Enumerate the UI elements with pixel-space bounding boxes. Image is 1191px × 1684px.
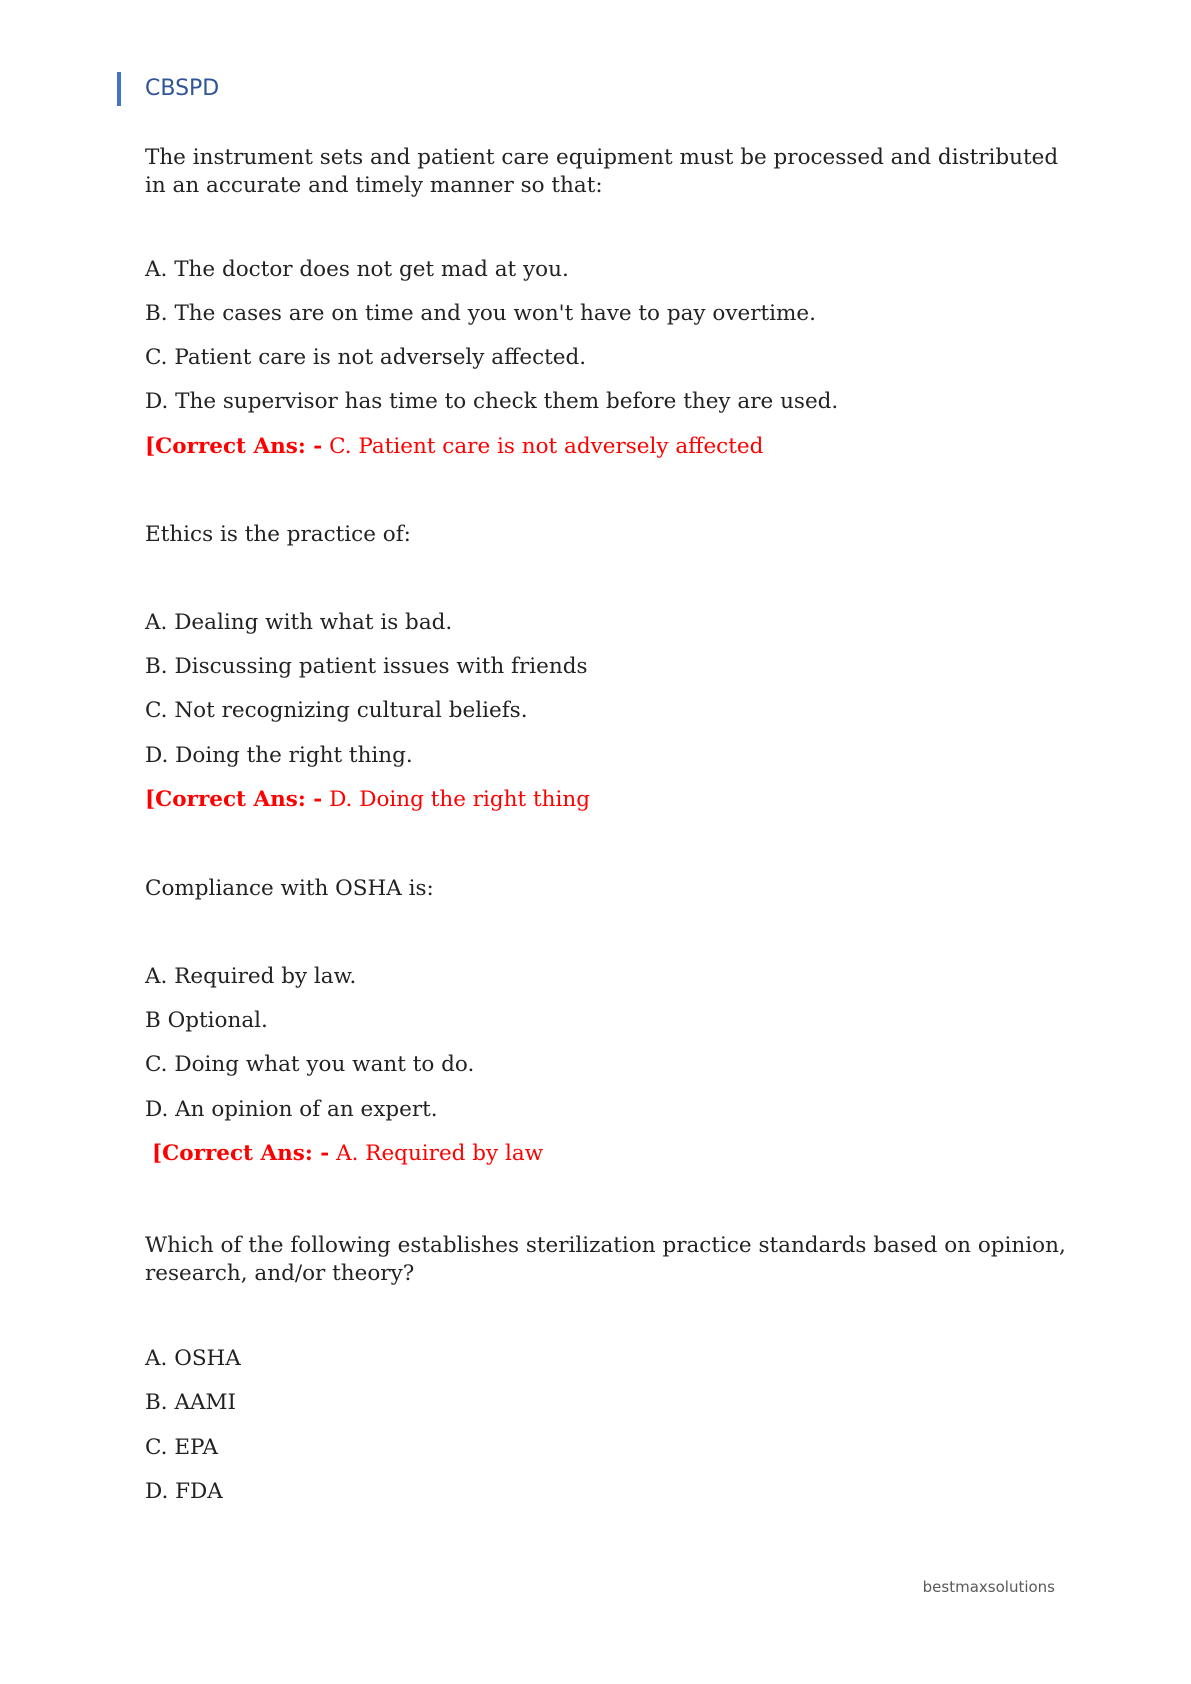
header-accent-bar <box>117 72 121 106</box>
question-2-option-b: B. Discussing patient issues with friends <box>145 654 588 679</box>
question-2-text: Ethics is the practice of: <box>145 522 411 547</box>
question-3-option-a: A. Required by law. <box>145 964 357 989</box>
answer-prefix: [Correct Ans: - <box>152 1141 330 1166</box>
answer-prefix: [Correct Ans: - <box>145 434 323 459</box>
question-1-option-c: C. Patient care is not adversely affected. <box>145 345 587 370</box>
question-2-option-a: A. Dealing with what is bad. <box>145 610 453 635</box>
question-3-text: Compliance with OSHA is: <box>145 876 434 901</box>
question-3-option-c: C. Doing what you want to do. <box>145 1052 475 1077</box>
question-1-option-b: B. The cases are on time and you won't have to pay overtime. <box>145 301 816 326</box>
question-4-option-c: C. EPA <box>145 1435 219 1460</box>
question-2-option-d: D. Doing the right thing. <box>145 743 413 768</box>
footer-brand: bestmaxsolutions <box>922 1578 1055 1596</box>
answer-text: A. Required by law <box>329 1141 544 1166</box>
question-3-option-b: B Optional. <box>145 1008 268 1033</box>
answer-prefix: [Correct Ans: - <box>145 787 323 812</box>
question-2-option-c: C. Not recognizing cultural beliefs. <box>145 698 528 723</box>
question-2-correct-answer <box>145 786 1075 814</box>
question-1-correct-answer <box>145 433 1075 461</box>
question-4-option-d: D. FDA <box>145 1479 223 1504</box>
question-4-option-b: B. AAMI <box>145 1390 237 1415</box>
answer-text: D. Doing the right thing <box>322 787 590 812</box>
question-1-option-d: D. The supervisor has time to check them before they are used. <box>145 389 839 414</box>
answer-text: C. Patient care is not adversely affected <box>322 434 764 459</box>
question-4-text: Which of the following establishes sterilization practice standards based on opinion, research, and/or theory? <box>145 1233 1066 1286</box>
question-3-option-d: D. An opinion of an expert. <box>145 1097 438 1122</box>
question-1-text: The instrument sets and patient care equipment must be processed and distributed in an accurate and timely manner so that: <box>145 145 1059 198</box>
question-3-correct-answer <box>152 1140 1082 1168</box>
question-1-option-a: A. The doctor does not get mad at you. <box>145 257 569 282</box>
header-title: CBSPD <box>145 76 220 101</box>
question-4-option-a: A. OSHA <box>145 1346 241 1371</box>
